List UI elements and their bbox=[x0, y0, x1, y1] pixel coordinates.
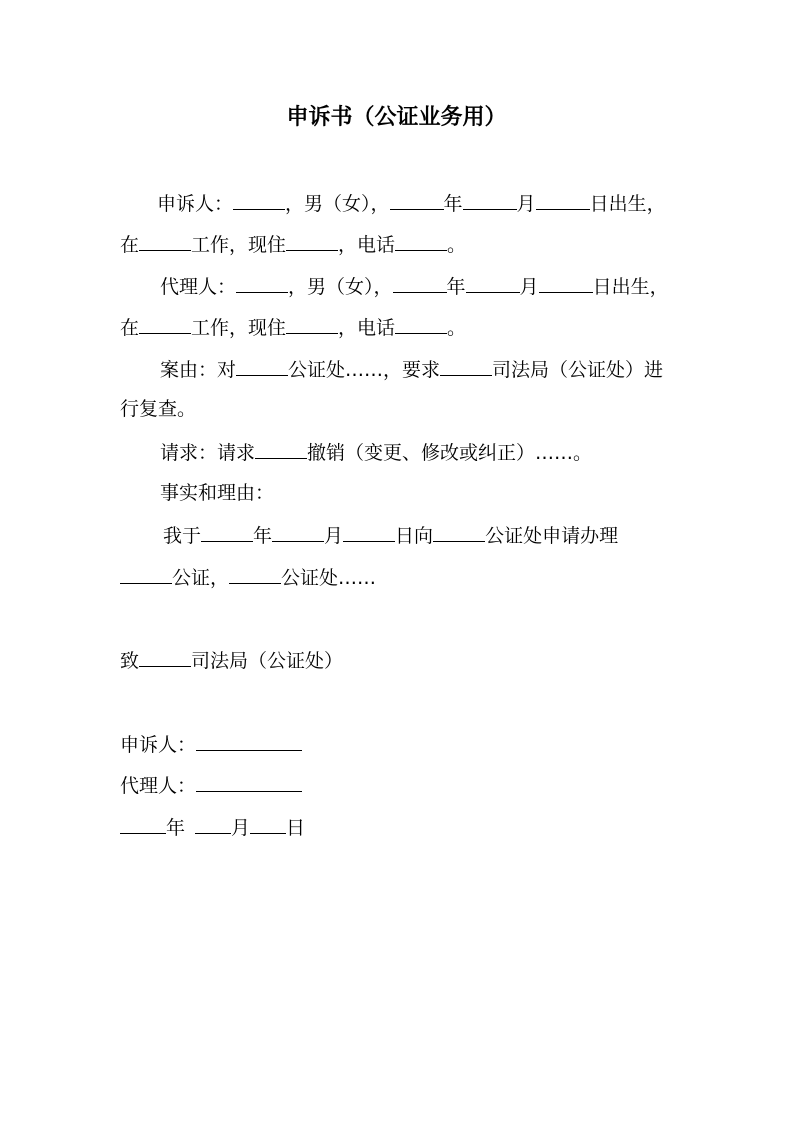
office-blank bbox=[229, 561, 281, 584]
request-blank bbox=[255, 436, 307, 459]
facts-heading: 事实和理由： bbox=[160, 482, 275, 504]
request-line bbox=[160, 436, 592, 466]
notarize-blank bbox=[120, 561, 172, 584]
notarize-text: 公证， bbox=[172, 567, 230, 589]
phone-blank bbox=[395, 228, 447, 251]
applicant-line-1 bbox=[157, 187, 666, 217]
office-blank bbox=[236, 353, 288, 376]
case-line-2: 行复查。 bbox=[120, 398, 197, 420]
month-blank bbox=[272, 519, 324, 542]
request-label: 请求：请求 bbox=[160, 442, 256, 464]
to-text: 致 bbox=[120, 650, 140, 672]
name-blank bbox=[236, 270, 288, 293]
date-line bbox=[120, 811, 305, 841]
sign-agent-label: 代理人： bbox=[120, 775, 197, 797]
year-text: 年 bbox=[166, 817, 186, 839]
year-text: 年 bbox=[253, 525, 273, 547]
case-line-1 bbox=[160, 353, 663, 383]
work-text: 工作，现住 bbox=[191, 317, 287, 339]
office-text: 公证处……，要求 bbox=[288, 359, 441, 381]
day-blank bbox=[536, 187, 590, 210]
day-blank bbox=[343, 519, 395, 542]
facts-line-2 bbox=[120, 561, 376, 591]
year-blank bbox=[201, 519, 253, 542]
bureau-blank bbox=[139, 644, 191, 667]
bureau-text: 司法局（公证处）进 bbox=[492, 359, 664, 381]
period: 。 bbox=[447, 317, 467, 339]
year-blank bbox=[120, 811, 166, 834]
period: 。 bbox=[447, 234, 467, 256]
to-line bbox=[120, 644, 343, 674]
case-label: 案由：对 bbox=[160, 359, 237, 381]
sign-applicant-label: 申诉人： bbox=[120, 734, 197, 756]
bureau-blank bbox=[440, 353, 492, 376]
sign-applicant-blank bbox=[196, 728, 302, 751]
document-title: 申诉书（公证业务用） bbox=[286, 105, 507, 130]
year-text: 年 bbox=[446, 276, 466, 298]
year-blank bbox=[390, 187, 444, 210]
sign-agent-blank bbox=[196, 769, 302, 792]
applicant-line-2 bbox=[120, 228, 466, 258]
month-blank bbox=[195, 811, 231, 834]
gender-text: ，男（女）， bbox=[288, 276, 393, 298]
agent-label: 代理人： bbox=[160, 276, 237, 298]
workplace-blank bbox=[139, 228, 191, 251]
facts-start: 我于 bbox=[163, 525, 202, 547]
work-text: 工作，现住 bbox=[191, 234, 287, 256]
month-text: 月 bbox=[231, 817, 251, 839]
month-text: 月 bbox=[519, 276, 539, 298]
birth-text: 日出生， bbox=[589, 193, 666, 215]
year-blank bbox=[393, 270, 447, 293]
address-blank bbox=[286, 311, 338, 334]
agent-line-1 bbox=[160, 270, 669, 300]
day-blank bbox=[539, 270, 593, 293]
year-text: 年 bbox=[443, 193, 463, 215]
day-text: 日 bbox=[286, 817, 306, 839]
sign-applicant-line bbox=[120, 728, 302, 758]
phone-text: ，电话 bbox=[338, 234, 396, 256]
office-text: 公证处…… bbox=[281, 567, 377, 589]
month-text: 月 bbox=[324, 525, 344, 547]
birth-text: 日出生， bbox=[592, 276, 669, 298]
request-text: 撤销（变更、修改或纠正）……。 bbox=[307, 442, 593, 464]
phone-blank bbox=[395, 311, 447, 334]
workplace-blank bbox=[139, 311, 191, 334]
office-blank bbox=[433, 519, 485, 542]
facts-line-1 bbox=[163, 519, 618, 549]
address-blank bbox=[286, 228, 338, 251]
name-blank bbox=[233, 187, 285, 210]
at-text: 在 bbox=[120, 317, 140, 339]
month-blank bbox=[463, 187, 517, 210]
apply-text: 公证处申请办理 bbox=[485, 525, 619, 547]
day-text: 日向 bbox=[395, 525, 434, 547]
day-blank bbox=[250, 811, 286, 834]
agent-line-2 bbox=[120, 311, 466, 341]
phone-text: ，电话 bbox=[338, 317, 396, 339]
month-blank bbox=[466, 270, 520, 293]
bureau-text: 司法局（公证处） bbox=[191, 650, 344, 672]
sign-agent-line bbox=[120, 769, 302, 799]
at-text: 在 bbox=[120, 234, 140, 256]
gender-text: ，男（女）， bbox=[285, 193, 390, 215]
applicant-label: 申诉人： bbox=[157, 193, 234, 215]
month-text: 月 bbox=[516, 193, 536, 215]
